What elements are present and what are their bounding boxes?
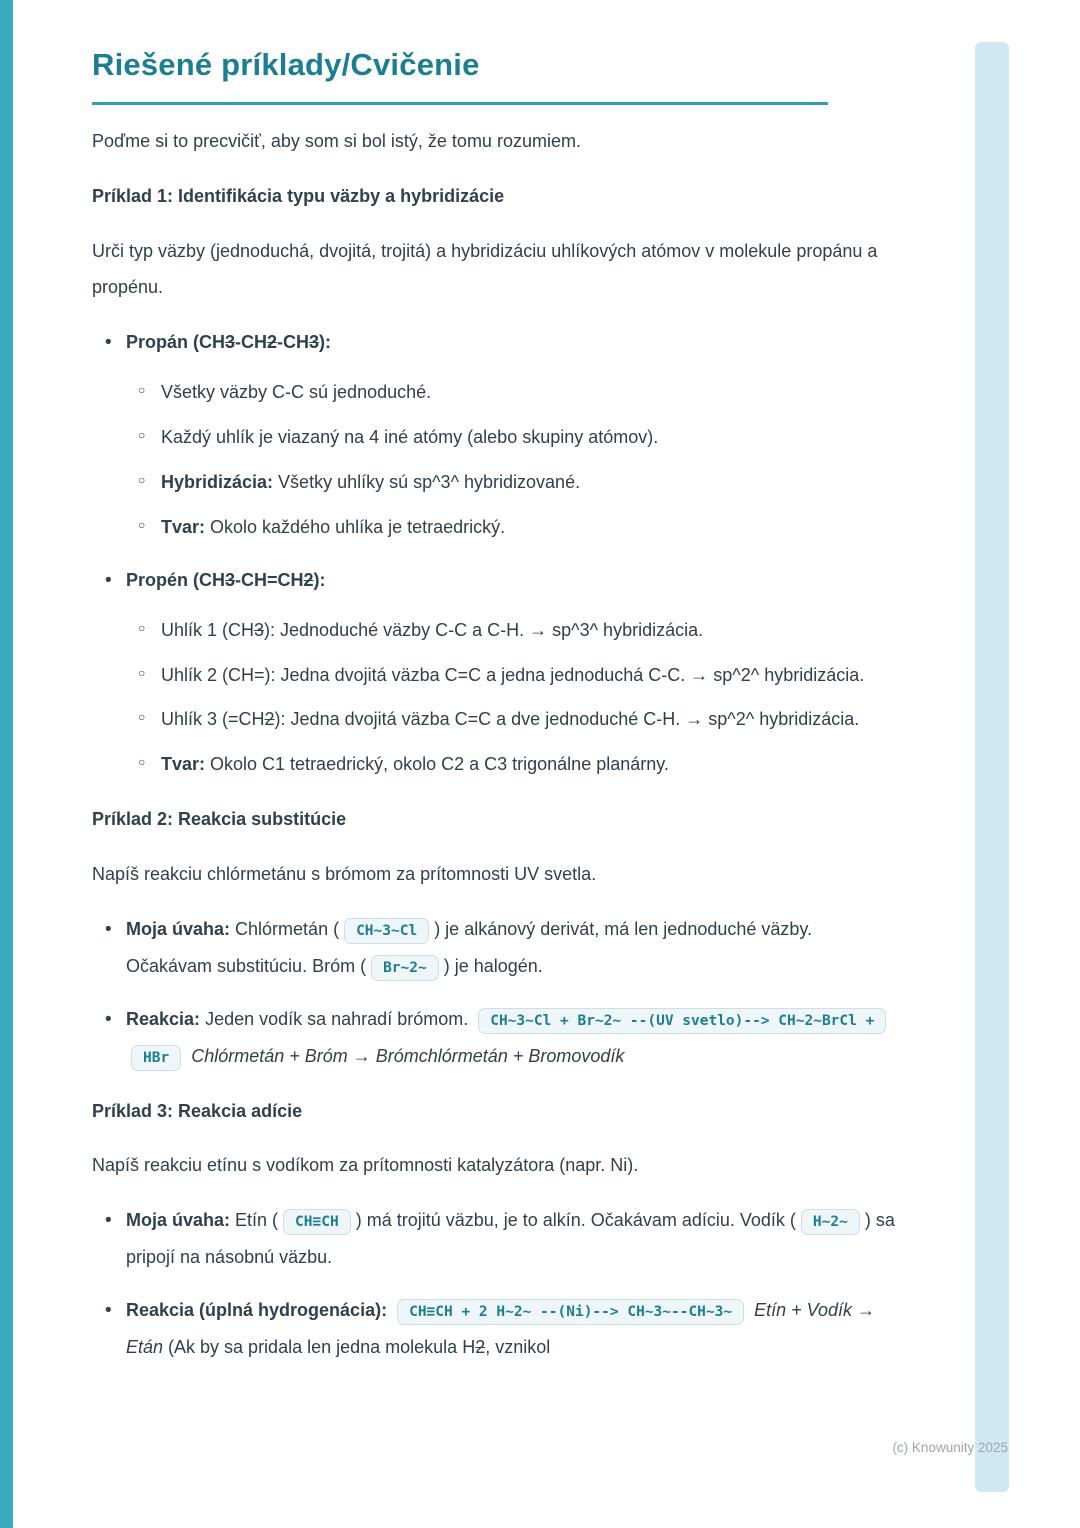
list-item-text — [126, 332, 331, 352]
text-run: 3 — [309, 332, 320, 353]
list-item-uvaha — [105, 911, 898, 985]
inline-code: CH≡CH — [283, 1209, 351, 1235]
right-accent-bar — [975, 42, 1009, 1492]
text-run: ) má trojitú väzbu, je to alkín. Očakávam adíciu. Vodík ( — [355, 1210, 796, 1231]
propan-sublist — [126, 374, 898, 546]
text-run: Všetky uhlíky sú sp^3^ hybridizované. — [273, 471, 581, 492]
text-run: Moja úvaha: — [126, 1210, 231, 1231]
text-run: 2 — [264, 709, 275, 730]
sub-list-item — [138, 657, 898, 694]
text-run: Všetky väzby C-C sú jednoduché. — [161, 382, 432, 403]
inline-code: Br~2~ — [371, 955, 439, 981]
text-run: Moja úvaha: — [126, 919, 231, 939]
text-run: ): Jednoduché väzby C-C a C-H. → sp^3^ hybridizácia. — [264, 619, 704, 640]
text-run: Chlórmetán ( — [230, 919, 340, 939]
sub-list-item — [138, 701, 898, 738]
text-run: Okolo C1 tetraedrický, okolo C2 a C3 trigonálne planárny. — [205, 754, 669, 775]
example-1-list — [92, 324, 898, 783]
page-title: Riešené príklady/Cvičenie — [92, 47, 480, 82]
list-item-text — [126, 570, 326, 590]
list-item-propen — [105, 562, 898, 783]
text-run: Hybridizácia: — [161, 471, 274, 492]
footer-credit: (c) Knowunity 2025 — [892, 1440, 1008, 1456]
sub-item-text — [161, 709, 859, 729]
text-run: Uhlík 3 (=CH — [161, 709, 265, 730]
sub-list-item — [138, 612, 898, 649]
example-3-heading: Príklad 3: Reakcia adície — [92, 1100, 303, 1121]
example-3-list — [92, 1202, 898, 1366]
inline-code: CH~3~Cl — [344, 918, 429, 944]
text-run: (Ak by sa pridala len jedna molekula H — [163, 1337, 476, 1358]
left-accent-bar — [0, 0, 13, 1528]
sub-list-item — [138, 464, 898, 501]
text-run: Každý uhlík je viazaný na 4 iné atómy (alebo skupiny atómov). — [161, 427, 659, 448]
title-underline — [92, 102, 828, 105]
example-2-lead: Napíš reakciu chlórmetánu s brómom za prítomnosti UV svetla. — [92, 864, 597, 885]
text-run: 2 — [475, 1337, 486, 1358]
sub-list-item — [138, 509, 898, 546]
text-run: ) je halogén. — [443, 955, 543, 976]
sub-item-text — [161, 620, 703, 640]
sub-list-item — [138, 374, 898, 411]
text-run: -CH — [235, 332, 268, 353]
inline-code: CH~3~Cl + Br~2~ --(UV svetlo)--> CH~2~BrCl + HBr — [131, 1008, 886, 1071]
list-item-reakcia — [105, 1292, 898, 1366]
text-run: Uhlík 2 (CH=): Jedna dvojitá väzba C=C a jedna jednoduchá C-C. → sp^2^ hybridizácia. — [161, 664, 865, 685]
list-item-text — [126, 919, 812, 976]
text-run: ): — [313, 569, 326, 590]
example-1-lead: Urči typ väzby (jednoduchá, dvojitá, trojitá) a hybridizáciu uhlíkových atómov v molekule propánu a propénu. — [92, 240, 878, 298]
text-run: -CH=CH — [235, 569, 304, 590]
text-run: Propén (CH — [126, 569, 225, 590]
sub-item-text — [161, 665, 864, 685]
text-run: Etín ( — [230, 1210, 279, 1231]
document-content — [92, 46, 898, 1366]
sub-list-item — [138, 746, 898, 783]
text-run: 3 — [225, 569, 236, 590]
inline-code: H~2~ — [801, 1209, 860, 1235]
text-run: ): Jedna dvojitá väzba C=C a dve jednoduché C-H. → sp^2^ hybridizácia. — [274, 709, 860, 730]
sub-item-text — [161, 472, 580, 492]
text-run: Propán (CH — [126, 332, 225, 353]
text-run: Tvar: — [161, 754, 206, 775]
text-run — [387, 1300, 392, 1320]
list-item-uvaha — [105, 1202, 898, 1276]
intro-paragraph: Poďme si to precvičiť, aby som si bol istý, že tomu rozumiem. — [92, 130, 581, 151]
sub-item-text — [161, 382, 431, 402]
example-1-section — [92, 178, 898, 784]
list-item-text — [126, 1009, 891, 1066]
propen-sublist — [126, 612, 898, 784]
text-run: Etín + Vodík → Etán — [126, 1300, 876, 1358]
example-2-list — [92, 911, 898, 1075]
text-run: ) je alkánový derivát, má len jednoduché väzby. Očakávam substitúciu. Bróm ( — [126, 919, 813, 976]
text-run: 3 — [254, 619, 265, 640]
example-3-lead: Napíš reakciu etínu s vodíkom za prítomnosti katalyzátora (napr. Ni). — [92, 1155, 639, 1176]
text-run: Tvar: — [161, 516, 206, 537]
text-run: Reakcia (úplná hydrogenácia): — [126, 1300, 388, 1321]
sub-list-item — [138, 419, 898, 456]
list-item-text — [126, 1300, 875, 1357]
list-item-propan — [105, 324, 898, 545]
list-item-text — [126, 1210, 895, 1267]
sub-item-text — [161, 517, 505, 537]
example-1-heading: Príklad 1: Identifikácia typu väzby a hybridizácie — [92, 185, 505, 206]
text-run: -CH — [277, 332, 310, 353]
text-run: ) sa pripojí na násobnú väzbu. — [126, 1210, 895, 1268]
example-3-section — [92, 1093, 898, 1366]
text-run: Chlórmetán + Bróm → Brómchlórmetán + Bromovodík — [191, 1045, 625, 1066]
text-run: Okolo každého uhlíka je tetraedrický. — [205, 516, 506, 537]
text-run: Reakcia: — [126, 1008, 201, 1029]
text-run: , vznikol — [485, 1337, 551, 1358]
text-run: ): — [319, 332, 332, 353]
sub-item-text — [161, 427, 658, 447]
list-item-reakcia — [105, 1001, 898, 1075]
text-run: 2 — [303, 569, 314, 590]
sub-item-text — [161, 754, 669, 774]
text-run: Jeden vodík sa nahradí brómom. — [200, 1008, 474, 1029]
inline-code: CH≡CH + 2 H~2~ --(Ni)--> CH~3~--CH~3~ — [397, 1299, 744, 1325]
text-run: 2 — [267, 332, 278, 353]
text-run: Uhlík 1 (CH — [161, 619, 255, 640]
example-2-heading: Príklad 2: Reakcia substitúcie — [92, 809, 347, 830]
text-run: 3 — [225, 332, 236, 353]
example-2-section — [92, 801, 898, 1074]
